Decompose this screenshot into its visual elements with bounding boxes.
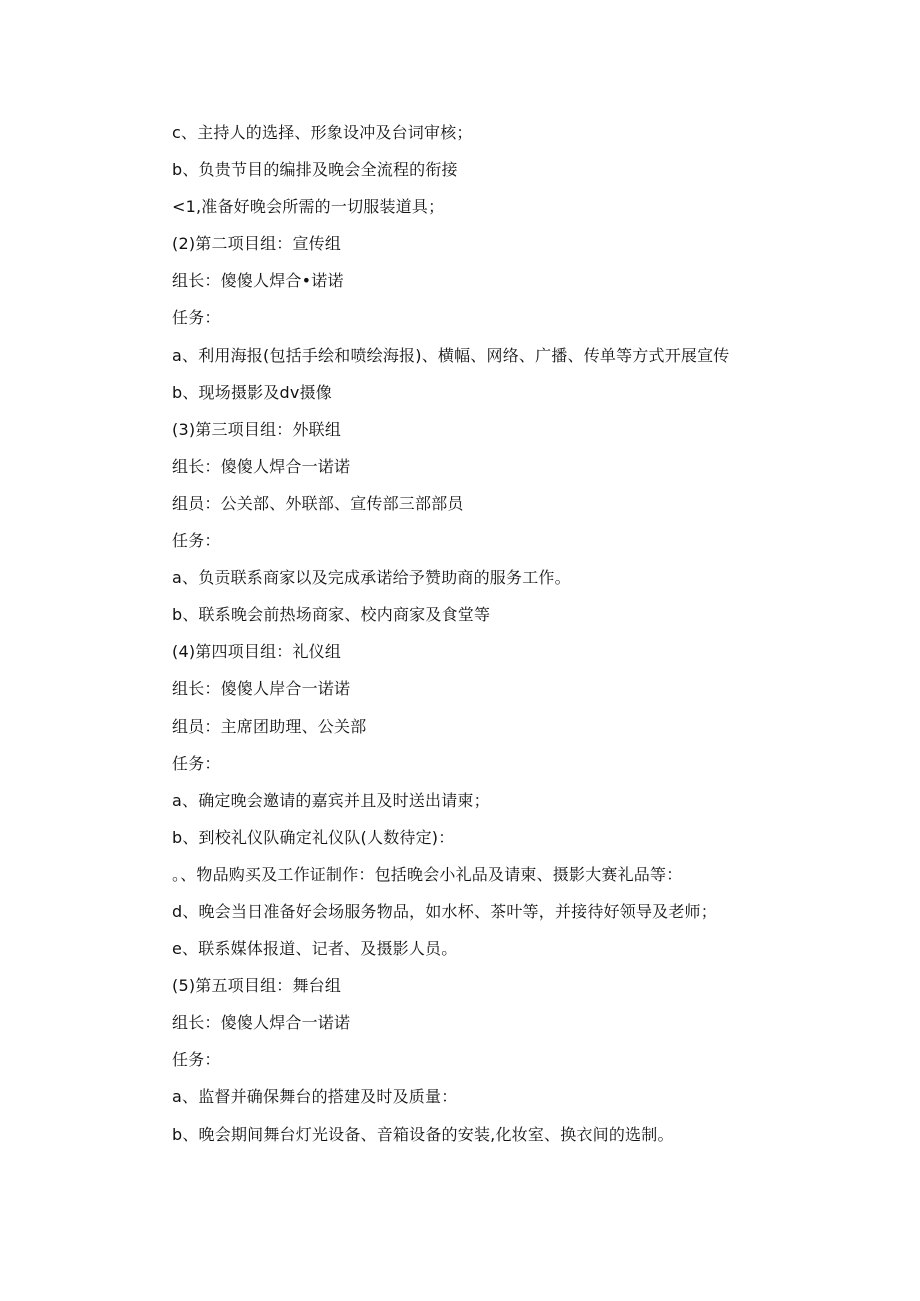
tasks-label: 任务：	[172, 1050, 221, 1070]
tasks-label: 任务：	[172, 531, 221, 551]
task-item-c-purchases: 。、物品购买及工作证制作：包括晚会小礼品及请柬、摄影大赛礼品等：	[172, 864, 683, 884]
group-heading-4: (4)第四项目组：礼仪组	[172, 642, 342, 662]
group-leader: 组长：傻傻人岸合一诺诺	[172, 679, 351, 699]
task-item-a-stage: a、监督并确保舞台的搭建及时及质量：	[172, 1087, 458, 1107]
task-item-b-program: b、负贵节目的编排及晚会全流程的衔接	[172, 160, 458, 180]
task-item-e-media: e、联系媒体报道、记者、及摄影人员。	[172, 939, 458, 959]
task-item-a-guests: a、确定晚会邀请的嘉宾并且及时送出请柬；	[172, 790, 490, 810]
document-body	[172, 114, 852, 1153]
task-item-b-equipment: b、晚会期间舞台灯光设备、音箱设备的安装,化妆室、换衣间的选制。	[172, 1124, 674, 1144]
task-item-d-costumes: <1,准备好晚会所需的一切服装道具；	[172, 197, 445, 217]
group-leader: 组长：傻傻人焊合一诺诺	[172, 1013, 351, 1033]
group-leader: 组长：傻傻人焊合•诺诺	[172, 271, 344, 291]
group-heading-3: (3)第三项目组：外联组	[172, 419, 342, 439]
tasks-label: 任务：	[172, 308, 221, 328]
task-item-a-sponsors: a、负贡联系商家以及完成承诺给予赞助商的服务工作。	[172, 568, 571, 588]
group-members: 组员：公关部、外联部、宣传部三部部员	[172, 493, 464, 513]
task-item-a-publicity: a、利用海报(包括手绘和喷绘海报)、横幅、网络、广播、传单等方式开展宣传	[172, 345, 730, 365]
tasks-label: 任务：	[172, 753, 221, 773]
group-leader: 组长：傻傻人焊合一诺诺	[172, 456, 351, 476]
group-members: 组员：主席团助理、公关部	[172, 716, 367, 736]
task-item-b-merchants: b、联系晚会前热场商家、校内商家及食堂等	[172, 605, 491, 625]
task-item-d-venue-service: d、晚会当日准备好会场服务物品，如水杯、茶叶等，并接待好领导及老师；	[172, 901, 717, 921]
group-heading-5: (5)第五项目组：舞台组	[172, 976, 342, 996]
task-item-b-photography: b、现场摄影及dv摄像	[172, 382, 332, 402]
group-heading-2: (2)第二项目组：宣传组	[172, 234, 342, 254]
task-item-c-host: c、主持人的选择、形象设冲及台词审核；	[172, 123, 473, 142]
task-item-b-etiquette-team: b、到校礼仪队确定礼仪队(人数待定)：	[172, 827, 455, 847]
